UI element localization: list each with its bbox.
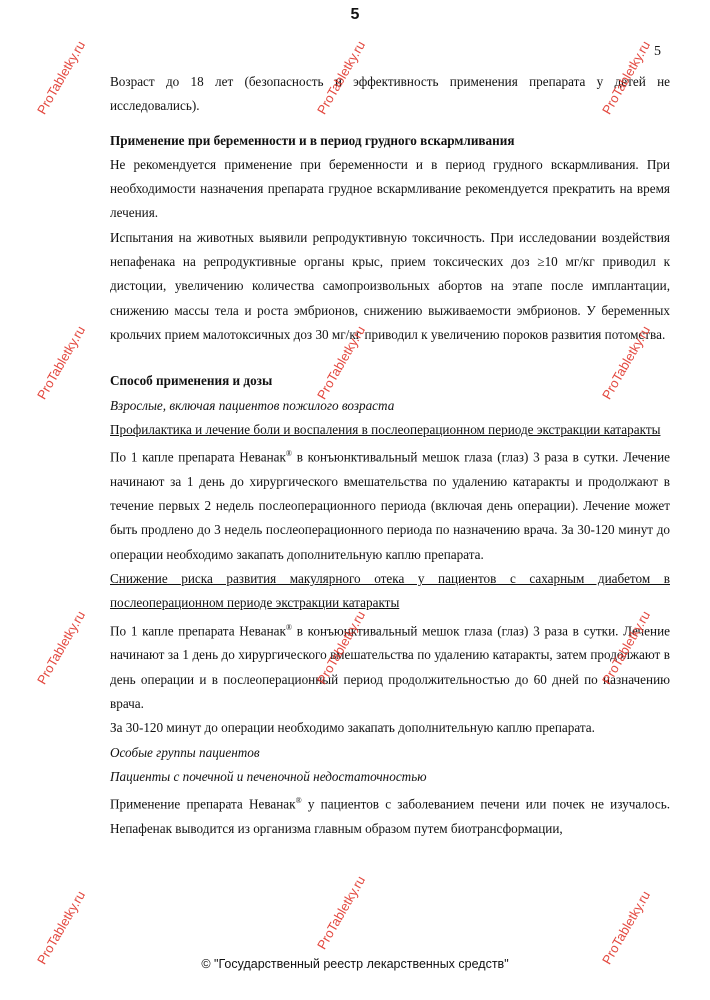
macular-dosage-paragraph	[110, 616, 670, 717]
prophylaxis-subheading: Профилактика и лечение боли и воспаления в послеоперационном периоде экстракции катаракты	[110, 421, 661, 437]
drug-name-text: По 1 капле препарата Неванак	[110, 449, 286, 465]
footer-copyright: © "Государственный реестр лекарственных средств"	[201, 957, 509, 971]
registered-mark: ®	[295, 796, 302, 806]
document-body	[110, 70, 670, 841]
watermark: ProTabletky.ru	[314, 38, 369, 117]
watermark: ProTabletky.ru	[34, 608, 89, 687]
page-number: 5	[350, 6, 360, 23]
watermark: ProTabletky.ru	[314, 608, 369, 687]
drug-name-text: Применение препарата Неванак	[110, 796, 296, 812]
watermark: ProTabletky.ru	[314, 323, 369, 402]
drug-name-text: По 1 капле препарата Неванак	[110, 623, 286, 639]
dosage-text: в конъюнктивальный мешок глаза (глаз) 3 раза в сутки. Лечение начинают за 1 день до хирургического вмешательства по удалению катаракты, затем продолжают в день операции и в послеоперационный период продолжительностью до 60 дней по назначению врача.	[110, 623, 671, 711]
renal-text: у пациентов с заболеванием печени или почек не изучалось. Непафенак выводится из организма главным образом путем биотрансформации,	[110, 796, 671, 836]
prophylaxis-dosage-paragraph	[110, 442, 670, 567]
reproductive-toxicity-paragraph: Испытания на животных выявили репродуктивную токсичность. При исследовании воздействия непафенака на репродуктивные органы крыс, прием токсических доз ≥10 мг/кг приводил к дистоции, увеличению количества самопроизвольных абортов на этапе после имплантации, снижению массы тела и роста эмбрионов, снижению выживаемости эмбрионов. У беременных крольчих прием малотоксичных доз 30 мг/кг приводил к увеличению пороков развития потомства.	[110, 229, 670, 342]
pregnancy-paragraph: Не рекомендуется применение при беременности и в период грудного вскармливания. При необходимости назначения препарата грудное вскармливание рекомендуется прекратить на время лечения.	[110, 156, 670, 221]
watermark: ProTabletky.ru	[599, 888, 654, 967]
dosage-heading: Способ применения и дозы	[110, 373, 273, 389]
age-restriction-paragraph: Возраст до 18 лет (безопасность и эффективность применения препарата у детей не исследовались).	[110, 74, 670, 114]
watermark: ProTabletky.ru	[34, 38, 89, 117]
watermark: ProTabletky.ru	[314, 873, 369, 952]
watermark: ProTabletky.ru	[599, 323, 654, 402]
registered-mark: ®	[285, 449, 292, 459]
macular-edema-subheading: Снижение риска развития макулярного отека у пациентов с сахарным диабетом в послеоперационном периоде экстракции катаракты	[110, 571, 670, 611]
adults-subheading: Взрослые, включая пациентов пожилого возраста	[110, 397, 395, 413]
renal-hepatic-paragraph	[110, 789, 670, 841]
renal-hepatic-subheading: Пациенты с почечной и печеночной недостаточностью	[110, 768, 427, 784]
extra-drop-paragraph: За 30-120 минут до операции необходимо закапать дополнительную каплю препарата.	[110, 720, 595, 736]
watermark: ProTabletky.ru	[599, 38, 654, 117]
watermark: ProTabletky.ru	[34, 888, 89, 967]
pregnancy-heading: Применение при беременности и в период грудного вскармливания	[110, 132, 515, 148]
registered-mark: ®	[285, 622, 292, 632]
watermark: ProTabletky.ru	[34, 323, 89, 402]
scan-page-number: 5	[654, 44, 661, 59]
dosage-text: в конъюнктивальный мешок глаза (глаз) 3 раза в сутки. Лечение начинают за 1 день до хирургического вмешательства по удалению катаракты и продолжают в течение первых 2 недель послеоперационного периода (включая день операции). Лечение может быть продлено до 3 недель послеоперационного периода по назначению врача. За 30-120 минут до операции необходимо закапать дополнительную каплю препарата.	[110, 449, 671, 562]
special-groups-subheading: Особые группы пациентов	[110, 744, 260, 760]
watermark: ProTabletky.ru	[599, 608, 654, 687]
